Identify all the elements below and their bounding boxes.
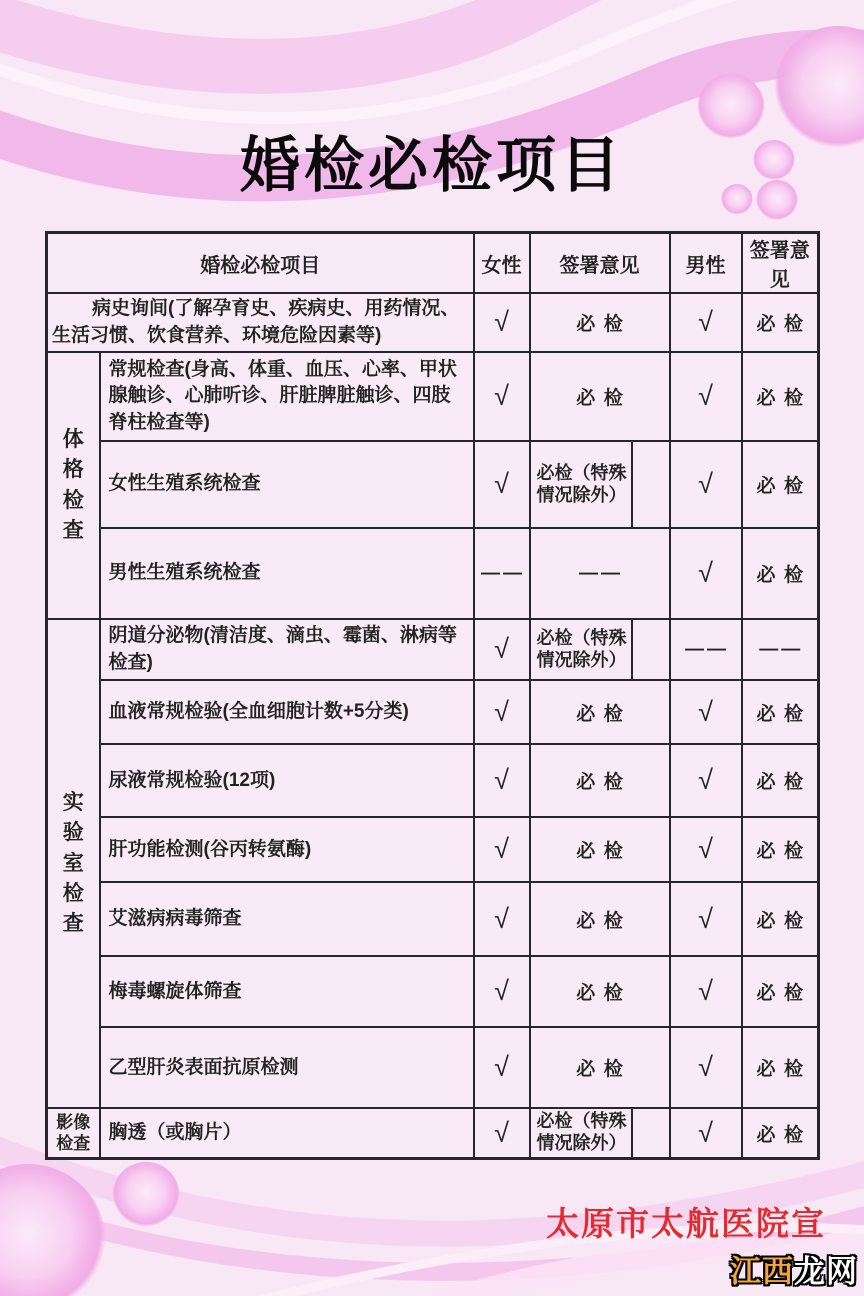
opinion-female: 必检 (530, 882, 670, 956)
group-laboratory-exam: 实验室检查 (47, 619, 100, 1108)
male-mark: √ (670, 680, 742, 744)
item-hiv-screening: 艾滋病病毒筛查 (100, 882, 474, 956)
opinion-male: 必检 (742, 528, 819, 619)
header-male: 男性 (670, 233, 742, 294)
item-urine-routine: 尿液常规检验(12项) (100, 744, 474, 817)
male-mark: √ (670, 441, 742, 528)
table-row (47, 293, 819, 352)
table-row (47, 528, 819, 619)
table-row (47, 619, 819, 680)
page-title: 婚检必检项目 (240, 132, 624, 199)
exam-items-table (45, 231, 820, 1160)
male-mark: —— (670, 619, 742, 680)
female-mark: √ (474, 817, 530, 882)
female-mark: √ (474, 293, 530, 352)
opinion-male: 必检 (742, 293, 819, 352)
table-row (47, 882, 819, 956)
table-row (47, 680, 819, 744)
item-liver-function: 肝功能检测(谷丙转氨酶) (100, 817, 474, 882)
opinion-female: 必检（特殊情况除外） (530, 619, 632, 680)
opinion-male: 必检 (742, 817, 819, 882)
opinion-subcell-empty (632, 441, 670, 528)
table-row (47, 1108, 819, 1158)
opinion-female: 必检（特殊情况除外） (530, 441, 632, 528)
table-header-row (47, 233, 819, 294)
female-mark: √ (474, 956, 530, 1027)
item-blood-routine: 血液常规检验(全血细胞计数+5分类) (100, 680, 474, 744)
opinion-subcell-empty (632, 619, 670, 680)
item-vaginal-secretion: 阴道分泌物(清洁度、滴虫、霉菌、淋病等检查) (100, 619, 474, 680)
opinion-female: 必检 (530, 293, 670, 352)
female-mark: √ (474, 1027, 530, 1108)
table-row (47, 352, 819, 441)
table-row (47, 441, 819, 528)
female-mark: √ (474, 619, 530, 680)
header-item: 婚检必检项目 (47, 233, 474, 294)
watermark-text-left: 江西 (730, 1254, 794, 1289)
female-mark: √ (474, 441, 530, 528)
female-mark: √ (474, 1108, 530, 1158)
watermark-text-right: 龙网 (794, 1254, 858, 1289)
header-opinion-male: 签署意见 (742, 233, 819, 294)
table-row (47, 744, 819, 817)
item-male-reproductive: 男性生殖系统检查 (100, 528, 474, 619)
opinion-female: 必检 (530, 956, 670, 1027)
opinion-male: 必检 (742, 956, 819, 1027)
bubble (112, 1162, 180, 1230)
male-mark: √ (670, 817, 742, 882)
female-mark: —— (474, 528, 530, 619)
opinion-male: 必检 (742, 680, 819, 744)
opinion-male: 必检 (742, 441, 819, 528)
item-hbsag-test: 乙型肝炎表面抗原检测 (100, 1027, 474, 1108)
site-watermark (730, 1246, 858, 1291)
opinion-female: 必检 (530, 817, 670, 882)
item-chest-xray: 胸透（或胸片） (100, 1108, 474, 1158)
item-history: 病史询间(了解孕育史、疾病史、用药情况、生活习惯、饮食营养、环境危险因素等) (47, 293, 474, 352)
opinion-male: 必检 (742, 1108, 819, 1158)
table-row (47, 817, 819, 882)
opinion-female: 必检（特殊情况除外） (530, 1108, 632, 1158)
female-mark: √ (474, 882, 530, 956)
group-physical-exam: 体格检查 (47, 352, 100, 619)
opinion-female: 必检 (530, 680, 670, 744)
opinion-female: 必检 (530, 1027, 670, 1108)
male-mark: √ (670, 744, 742, 817)
male-mark: √ (670, 956, 742, 1027)
item-syphilis-screening: 梅毒螺旋体筛查 (100, 956, 474, 1027)
opinion-male: 必检 (742, 1027, 819, 1108)
header-opinion-female: 签署意见 (530, 233, 670, 294)
item-female-reproductive: 女性生殖系统检查 (100, 441, 474, 528)
item-routine-exam: 常规检查(身高、体重、血压、心率、甲状腺触诊、心肺听诊、肝脏脾脏触诊、四肢脊柱检查等) (100, 352, 474, 441)
opinion-female: —— (530, 528, 670, 619)
male-mark: √ (670, 293, 742, 352)
male-mark: √ (670, 1027, 742, 1108)
male-mark: √ (670, 528, 742, 619)
publisher-credit: 太原市太航医院宣 (546, 1205, 826, 1242)
opinion-male: 必检 (742, 882, 819, 956)
header-female: 女性 (474, 233, 530, 294)
female-mark: √ (474, 744, 530, 817)
male-mark: √ (670, 1108, 742, 1158)
male-mark: √ (670, 882, 742, 956)
opinion-male: 必检 (742, 744, 819, 817)
opinion-male: 必检 (742, 352, 819, 441)
opinion-female: 必检 (530, 352, 670, 441)
opinion-subcell-empty (632, 1108, 670, 1158)
table-row (47, 956, 819, 1027)
opinion-male: —— (742, 619, 819, 680)
opinion-female: 必检 (530, 744, 670, 817)
table-row (47, 1027, 819, 1108)
male-mark: √ (670, 352, 742, 441)
female-mark: √ (474, 352, 530, 441)
female-mark: √ (474, 680, 530, 744)
group-imaging-exam: 影像检查 (47, 1108, 100, 1158)
